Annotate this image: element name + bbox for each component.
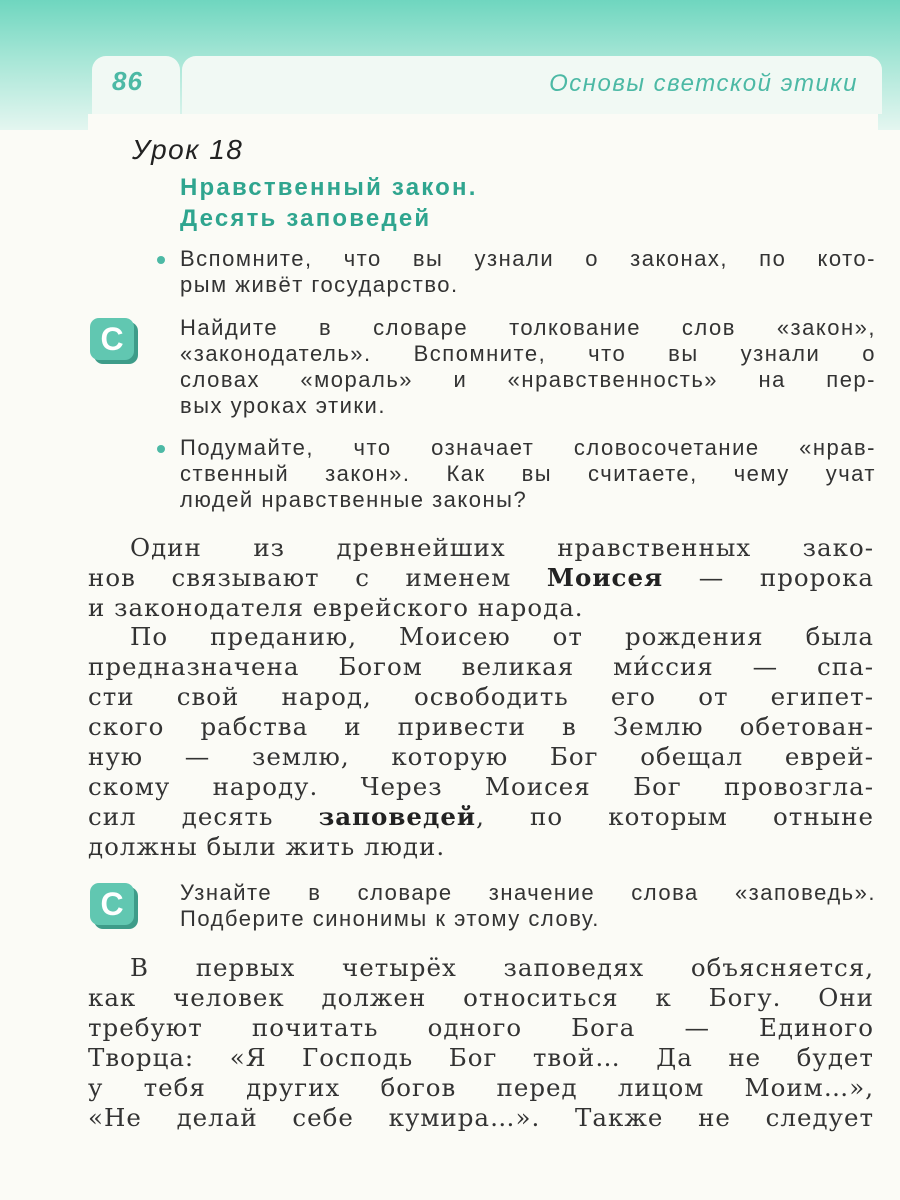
text-run: — пророка bbox=[663, 563, 874, 592]
task-dictionary bbox=[180, 880, 876, 932]
text-line: требуют почитать одного Бога — Единого bbox=[88, 1013, 874, 1042]
task-dictionary bbox=[180, 315, 876, 419]
task-line: Узнайте в словаре значение слова «заповедь». bbox=[180, 880, 876, 905]
text-line: ского рабства и привести в Землю обетован- bbox=[88, 712, 874, 741]
task-line: ственный закон». Как вы считаете, чему учат bbox=[180, 461, 876, 486]
text-line: Один из древнейших нравственных зако- bbox=[130, 533, 874, 562]
text-line: ную — землю, которую Бог обещал еврей- bbox=[88, 742, 874, 771]
text-line: и законодателя еврейского народа. bbox=[88, 593, 584, 622]
dictionary-badge-icon: С bbox=[90, 883, 134, 925]
text-line: По преданию, Моисею от рождения была bbox=[130, 622, 874, 651]
task-line: словах «мораль» и «нравственность» на пер- bbox=[180, 367, 876, 392]
task-line: вых уроках этики. bbox=[180, 393, 386, 418]
bullet-icon bbox=[157, 445, 165, 453]
body-paragraph bbox=[88, 953, 874, 1133]
text-line bbox=[88, 563, 874, 593]
task-line: рым живёт государство. bbox=[180, 272, 459, 297]
text-line: В первых четырёх заповедях объясняется, bbox=[130, 953, 874, 982]
lesson-title-line: Нравственный закон. bbox=[180, 174, 478, 201]
text-line: предназначена Богом великая ми́ссия — спа- bbox=[88, 652, 874, 681]
task-question bbox=[180, 246, 876, 298]
text-run: , по которым отныне bbox=[476, 802, 874, 831]
text-run: нов связывают с именем bbox=[88, 563, 547, 592]
text-line: сти свой народ, освободить его от египет- bbox=[88, 682, 874, 711]
dictionary-badge-icon: С bbox=[90, 318, 134, 360]
text-line: Творца: «Я Господь Бог твой… Да не будет bbox=[88, 1043, 874, 1072]
task-line: Найдите в словаре толкование слов «закон», bbox=[180, 315, 876, 340]
text-line bbox=[88, 802, 874, 832]
bold-term: заповедей bbox=[318, 802, 477, 831]
text-line: скому народу. Через Моисея Бог провозгла- bbox=[88, 772, 874, 801]
text-line: у тебя других богов перед лицом Моим…», bbox=[88, 1073, 874, 1102]
lesson-title-line: Десять заповедей bbox=[180, 205, 432, 232]
text-line: должны были жить люди. bbox=[88, 832, 446, 861]
text-line: как человек должен относиться к Богу. Они bbox=[88, 983, 874, 1012]
text-run: сил десять bbox=[88, 802, 319, 831]
task-line: Вспомните, что вы узнали о законах, по кото- bbox=[180, 246, 876, 271]
lesson-title bbox=[180, 172, 478, 234]
running-head: Основы светской этики bbox=[549, 70, 858, 97]
task-line: «законодатель». Вспомните, что вы узнали о bbox=[180, 341, 876, 366]
body-paragraph bbox=[88, 533, 874, 623]
lesson-label: Урок 18 bbox=[132, 134, 244, 165]
task-line: Подумайте, что означает словосочетание «нрав- bbox=[180, 435, 876, 460]
task-line: людей нравственные законы? bbox=[180, 487, 528, 512]
body-paragraph bbox=[88, 622, 874, 862]
task-line: Подберите синонимы к этому слову. bbox=[180, 906, 600, 931]
page-number: 86 bbox=[112, 66, 143, 96]
bullet-icon bbox=[157, 256, 165, 264]
bold-term: Моисея bbox=[546, 563, 664, 592]
task-question bbox=[180, 435, 876, 513]
text-line: «Не делай себе кумира…». Также не следует bbox=[88, 1103, 874, 1132]
